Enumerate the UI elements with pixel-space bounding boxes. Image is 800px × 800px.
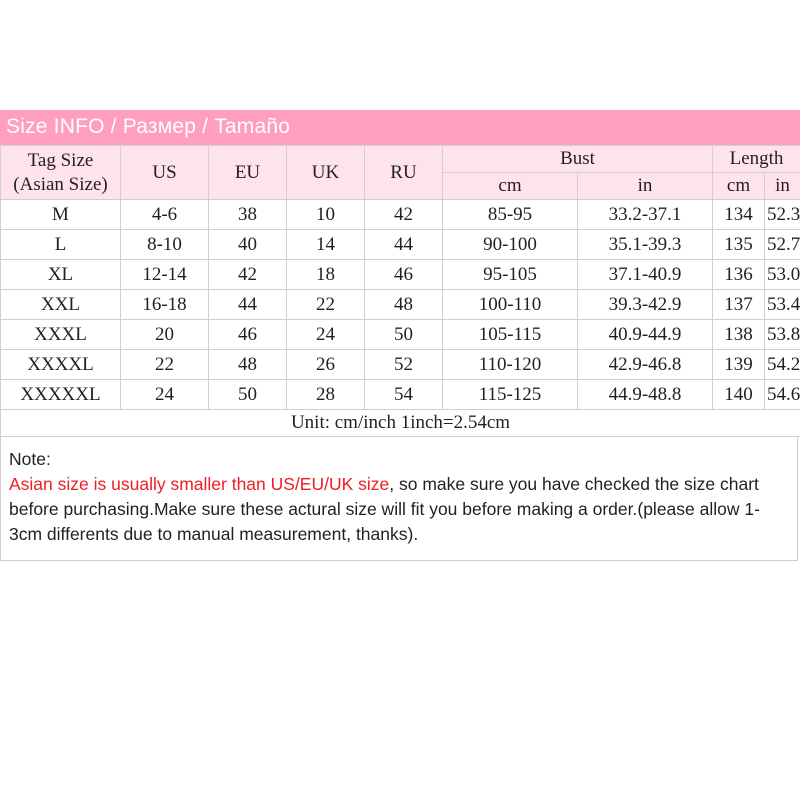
cell-bust-in: 42.9-46.8	[578, 350, 713, 380]
cell-ru: 50	[365, 320, 443, 350]
cell-bust-in: 35.1-39.3	[578, 230, 713, 260]
cell-length-cm: 136	[713, 260, 765, 290]
note-body	[9, 472, 789, 547]
cell-tag: XXXL	[1, 320, 121, 350]
cell-eu: 48	[209, 350, 287, 380]
cell-bust-in: 39.3-42.9	[578, 290, 713, 320]
header-bust-cm: cm	[443, 173, 578, 200]
size-table	[0, 145, 800, 437]
header-ru: RU	[365, 146, 443, 200]
cell-us: 22	[121, 350, 209, 380]
table-row	[1, 380, 800, 410]
cell-uk: 18	[287, 260, 365, 290]
header-tag-size: Tag Size (Asian Size)	[1, 146, 121, 200]
header-bust-in: in	[578, 173, 713, 200]
cell-length-in: 52.7	[765, 230, 800, 260]
cell-uk: 26	[287, 350, 365, 380]
cell-bust-cm: 115-125	[443, 380, 578, 410]
cell-us: 20	[121, 320, 209, 350]
unit-note: Unit: cm/inch 1inch=2.54cm	[1, 410, 800, 437]
cell-length-in: 54.2	[765, 350, 800, 380]
header-length-group: Length	[713, 146, 800, 173]
cell-bust-cm: 100-110	[443, 290, 578, 320]
cell-us: 8-10	[121, 230, 209, 260]
cell-eu: 44	[209, 290, 287, 320]
header-uk: UK	[287, 146, 365, 200]
page-title: Size INFO / Размер / Tamaño	[0, 110, 800, 145]
cell-eu: 40	[209, 230, 287, 260]
cell-ru: 48	[365, 290, 443, 320]
cell-us: 16-18	[121, 290, 209, 320]
cell-eu: 50	[209, 380, 287, 410]
cell-tag: M	[1, 200, 121, 230]
cell-bust-in: 44.9-48.8	[578, 380, 713, 410]
cell-uk: 14	[287, 230, 365, 260]
table-row	[1, 320, 800, 350]
cell-length-in: 52.3	[765, 200, 800, 230]
cell-uk: 28	[287, 380, 365, 410]
cell-length-cm: 139	[713, 350, 765, 380]
cell-length-in: 53.8	[765, 320, 800, 350]
cell-uk: 24	[287, 320, 365, 350]
cell-length-cm: 134	[713, 200, 765, 230]
cell-tag: XXXXL	[1, 350, 121, 380]
unit-note-row	[1, 410, 800, 437]
cell-bust-cm: 110-120	[443, 350, 578, 380]
cell-eu: 38	[209, 200, 287, 230]
cell-us: 4-6	[121, 200, 209, 230]
cell-bust-cm: 90-100	[443, 230, 578, 260]
table-row	[1, 200, 800, 230]
cell-ru: 54	[365, 380, 443, 410]
header-eu: EU	[209, 146, 287, 200]
table-row	[1, 230, 800, 260]
note-rest-text: , so make sure you have checked the size chart before purchasing.Make sure these actural size will fit you before making a order.(please allow 1-3cm differents due to manual measurement, thanks).	[9, 473, 760, 544]
cell-length-in: 53.4	[765, 290, 800, 320]
cell-length-cm: 137	[713, 290, 765, 320]
cell-tag: XXL	[1, 290, 121, 320]
header-bust-group: Bust	[443, 146, 713, 173]
table-row	[1, 260, 800, 290]
header-length-in: in	[765, 173, 800, 200]
cell-tag: XXXXXL	[1, 380, 121, 410]
note-box	[0, 437, 798, 561]
cell-uk: 22	[287, 290, 365, 320]
note-red-text: Asian size is usually smaller than US/EU/UK size	[9, 473, 390, 494]
cell-bust-in: 37.1-40.9	[578, 260, 713, 290]
cell-length-cm: 138	[713, 320, 765, 350]
cell-ru: 46	[365, 260, 443, 290]
cell-length-cm: 135	[713, 230, 765, 260]
cell-us: 12-14	[121, 260, 209, 290]
cell-bust-cm: 105-115	[443, 320, 578, 350]
cell-ru: 52	[365, 350, 443, 380]
cell-ru: 44	[365, 230, 443, 260]
cell-bust-in: 33.2-37.1	[578, 200, 713, 230]
cell-bust-cm: 95-105	[443, 260, 578, 290]
cell-ru: 42	[365, 200, 443, 230]
cell-length-in: 53.0	[765, 260, 800, 290]
cell-length-in: 54.6	[765, 380, 800, 410]
header-length-cm: cm	[713, 173, 765, 200]
size-chart-sheet	[0, 110, 800, 561]
cell-us: 24	[121, 380, 209, 410]
cell-bust-in: 40.9-44.9	[578, 320, 713, 350]
note-heading: Note:	[9, 449, 51, 469]
table-row	[1, 350, 800, 380]
cell-uk: 10	[287, 200, 365, 230]
cell-tag: L	[1, 230, 121, 260]
header-us: US	[121, 146, 209, 200]
cell-eu: 42	[209, 260, 287, 290]
table-header-row-1	[1, 146, 800, 173]
cell-bust-cm: 85-95	[443, 200, 578, 230]
cell-tag: XL	[1, 260, 121, 290]
cell-length-cm: 140	[713, 380, 765, 410]
cell-eu: 46	[209, 320, 287, 350]
table-row	[1, 290, 800, 320]
